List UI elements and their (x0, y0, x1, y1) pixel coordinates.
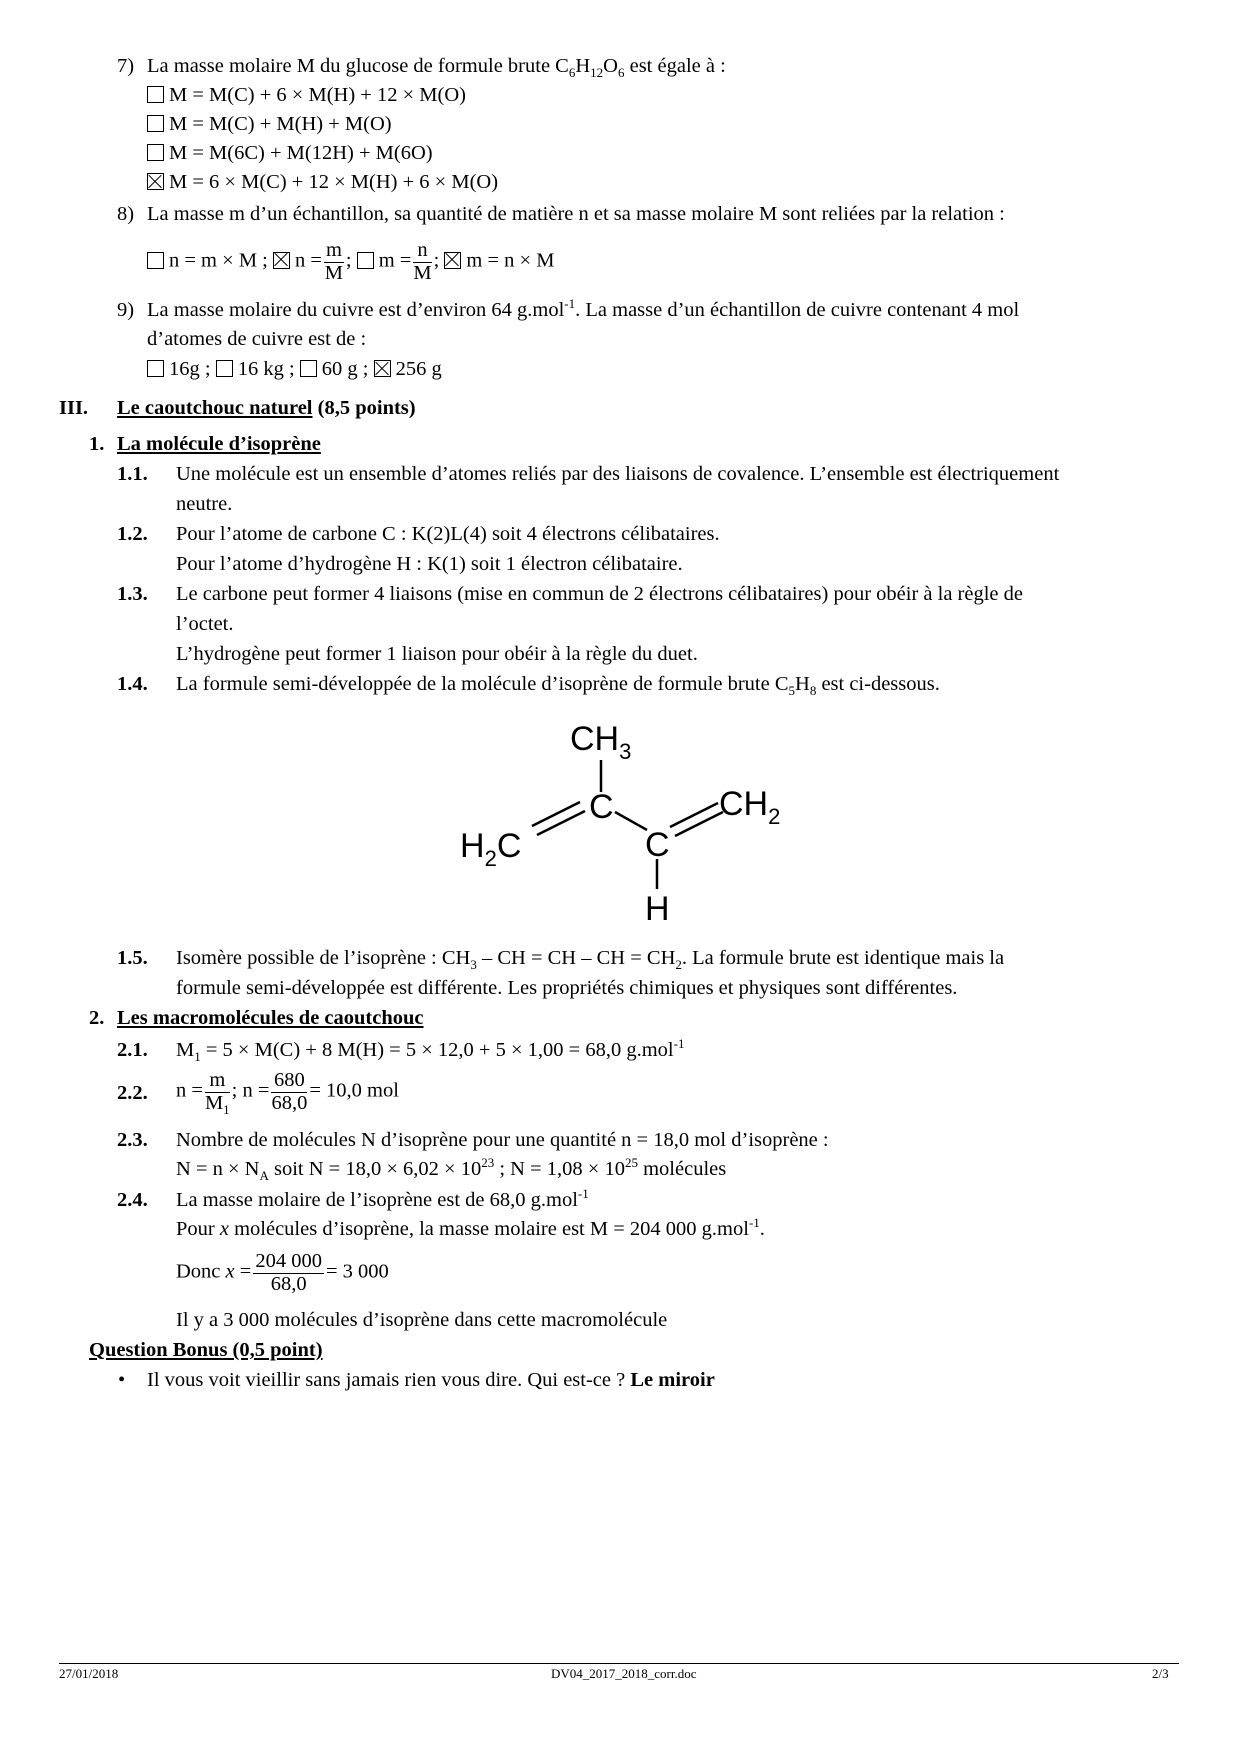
item-1-3-text-cont2: L’hydrogène peut former 1 liaison pour obéir à la règle du duet. (176, 643, 698, 665)
item-1-1-number: 1.1. (117, 463, 148, 485)
checkbox[interactable] (357, 252, 374, 269)
checkbox[interactable] (147, 252, 164, 269)
item-1-4-text: La formule semi-développée de la molécule d’isoprène de formule brute $C_5H_8$ est ci-dessous. (176, 673, 940, 699)
item-1-3-text-cont: l’octet. (176, 613, 234, 635)
checked-checkbox[interactable] (273, 252, 290, 269)
item-2-3-formula: $N = n \times N_A$ soit $N = 18,0 \times 6,02 \times 10^{23}$ ; $N = 1,08 \times 10^{25}$ molécules (176, 1155, 727, 1184)
item-1-5-text-cont: formule semi-développée est différente. Les propriétés chimiques et physiques sont différentes. (176, 977, 958, 999)
checkbox[interactable] (147, 144, 164, 161)
q7-option-4[interactable]: M = 6 × M(C) + 12 × M(H) + 6 × M(O) (147, 172, 498, 193)
item-1-5-number: 1.5. (117, 947, 148, 969)
q7-option-1[interactable]: M = M(C) + 6 × M(H) + 12 × M(O) (147, 85, 466, 106)
fraction: $\frac{204 000}{68,0}$ (255, 1250, 322, 1295)
section-number: III. (59, 397, 89, 419)
footer-rule (59, 1663, 1179, 1664)
part1-title: La molécule d’isoprène (117, 433, 321, 455)
fraction: $\frac{n}{M}$ (413, 239, 432, 284)
item-1-4-number: 1.4. (117, 673, 148, 695)
item-2-4-text-cont: Pour x molécules d’isoprène, la masse molaire est M = 204 000 g.mol$^{-1}$. (176, 1215, 765, 1240)
checkbox[interactable] (216, 360, 233, 377)
item-1-2-number: 1.2. (117, 523, 148, 545)
item-1-5-text: Isomère possible de l’isoprène : $CH_3$ – CH = CH – CH = $CH_2$. La formule brute est identique mais la (176, 947, 1005, 973)
q8-options: n = m × M ; n = $\frac{m}{M}$ ; m = $\frac{n}{M}$ ; m = n × M (147, 240, 554, 284)
q9-statement-line1: La masse molaire du cuivre est d’environ 64 g.mol$^{-1}$. La masse d’un échantillon de cuivre contenant 4 mol (147, 296, 1020, 321)
item-2-2-number: 2.2. (117, 1082, 148, 1104)
item-2-1-number: 2.1. (117, 1039, 148, 1061)
item-1-1-text: Une molécule est un ensemble d’atomes reliés par des liaisons de covalence. L’ensemble est électriquement (176, 463, 1060, 485)
footer-filename: DV04_2017_2018_corr.doc (551, 1666, 697, 1681)
item-2-2-formula: n = $\frac{m}{M_1}$ ; n = $\frac{680}{68,0}$ = 10,0 mol (176, 1069, 399, 1117)
checked-checkbox[interactable] (444, 252, 461, 269)
item-2-3-number: 2.3. (117, 1129, 148, 1151)
q7-option-2[interactable]: M = M(C) + M(H) + M(O) (147, 114, 392, 135)
item-1-2-text: Pour l’atome de carbone C : K(2)L(4) soit 4 électrons célibataires. (176, 523, 720, 545)
part2-title: Les macromolécules de caoutchouc (117, 1007, 424, 1029)
fraction: $\frac{680}{68,0}$ (271, 1069, 308, 1114)
checkbox[interactable] (147, 360, 164, 377)
hydrogen-atom: H (645, 890, 670, 928)
item-1-1-text-cont: neutre. (176, 493, 233, 515)
checkbox[interactable] (147, 86, 164, 103)
q9-statement-line2: d’atomes de cuivre est de : (147, 328, 367, 350)
ch2-group: $CH_2$ (719, 785, 781, 829)
part2-number: 2. (89, 1007, 105, 1029)
item-2-1-text: $M_1 = 5 \times M(C) + 8$ M(H) = 5 × 12,0 + 5 × 1,00 = 68,0 g.mol$^{-1}$ (176, 1036, 685, 1065)
item-1-3-number: 1.3. (117, 583, 148, 605)
item-2-4-formula: Donc x = $\frac{204 000}{68,0}$ = 3 000 (176, 1250, 389, 1295)
q7-option-3[interactable]: M = M(6C) + M(12H) + M(6O) (147, 143, 433, 164)
item-2-4-conclusion: Il y a 3 000 molécules d’isoprène dans cette macromolécule (176, 1309, 668, 1331)
h2c-group: $H_2C$ (460, 827, 522, 871)
item-2-3-text: Nombre de molécules N d’isoprène pour une quantité n = 18,0 mol d’isoprène : (176, 1129, 829, 1151)
bonus-question: Il vous voit vieillir sans jamais rien vous dire. Qui est-ce ? Le miroir (147, 1369, 715, 1391)
fraction: $\frac{m}{M}$ (324, 239, 344, 284)
item-2-4-text: La masse molaire de l’isoprène est de 68,0 g.mol$^{-1}$ (176, 1186, 589, 1211)
item-1-2-text-cont: Pour l’atome d’hydrogène H : K(1) soit 1 électron célibataire. (176, 553, 683, 575)
central-carbon: C (589, 788, 614, 826)
bullet: • (118, 1369, 126, 1391)
q8-statement: La masse m d’un échantillon, sa quantité de matière n et sa masse molaire M sont reliées par la relation : (147, 203, 1005, 225)
q8-number: 8) (117, 203, 135, 225)
isoprene-structure (440, 712, 800, 934)
checkbox[interactable] (300, 360, 317, 377)
bonus-title: Question Bonus (0,5 point) (89, 1339, 323, 1361)
section-title: Le caoutchouc naturel (8,5 points) (117, 397, 416, 419)
checked-checkbox[interactable] (374, 360, 391, 377)
checkbox[interactable] (147, 115, 164, 132)
q9-options: 16g ; 16 kg ; 60 g ; 256 g (147, 359, 442, 380)
q9-number: 9) (117, 299, 135, 321)
item-2-4-number: 2.4. (117, 1189, 148, 1211)
footer-date: 27/01/2018 (59, 1666, 119, 1681)
right-carbon: C (645, 826, 670, 864)
part1-number: 1. (89, 433, 105, 455)
fraction: $\frac{m}{M_1}$ (204, 1069, 230, 1117)
ch3-group: $CH_3$ (570, 720, 632, 764)
q7-number: 7) (117, 55, 135, 77)
q7-statement: La masse molaire M du glucose de formule brute $C_6H_{12}O_6$ est égale à : (147, 55, 726, 81)
checked-checkbox[interactable] (147, 173, 164, 190)
footer-page: 2/3 (1152, 1666, 1169, 1681)
item-1-3-text: Le carbone peut former 4 liaisons (mise en commun de 2 électrons célibataires) pour obéir à la règle de (176, 583, 1023, 605)
